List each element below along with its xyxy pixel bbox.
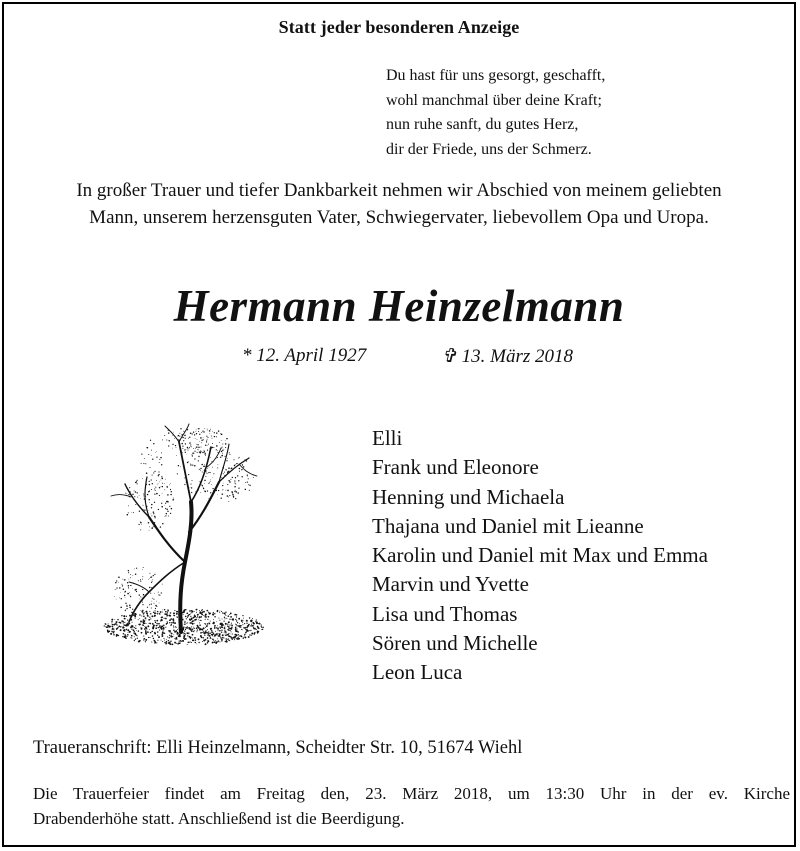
obituary-notice [2, 2, 796, 847]
mourner-name: Sören und Michelle [372, 631, 538, 656]
ceremony-line: Drabenderhöhe statt. Anschließend ist die Beerdigung. [33, 809, 405, 828]
tree-trunk [111, 424, 257, 632]
mourning-address: Traueranschrift: Elli Heinzelmann, Scheidter Str. 10, 51674 Wiehl [33, 738, 523, 758]
birth-date: * 12. April 1927 [242, 345, 367, 366]
tree-illustration [89, 422, 294, 652]
ceremony-line: Die Trauerfeier findet am Freitag den, 23. März 2018, um 13:30 Uhr in der ev. Kirche [33, 784, 790, 803]
mourner-name: Thajana und Daniel mit Lieanne [372, 513, 644, 538]
intro-line: Mann, unserem herzensguten Vater, Schwiegervater, liebevollem Opa und Uropa. [89, 207, 709, 228]
intro-text [4, 177, 794, 231]
mourner-name: Lisa und Thomas [372, 601, 518, 626]
mourner-name: Frank und Eleonore [372, 455, 539, 480]
mourner-name: Elli [372, 426, 403, 450]
intro-line: In großer Trauer und tiefer Dankbarkeit nehmen wir Abschied von meinem geliebten [76, 180, 722, 201]
ceremony-info [33, 781, 790, 831]
mourner-name: Karolin und Daniel mit Max und Emma [372, 543, 708, 568]
ground-stipple [104, 609, 264, 646]
poem-line: wohl manchmal über deine Kraft; [386, 91, 602, 109]
mourners-list [372, 424, 708, 688]
poem [386, 64, 605, 162]
poem-line: nun ruhe sanft, du gutes Herz, [386, 116, 579, 133]
poem-line: dir der Friede, uns der Schmerz. [386, 140, 592, 158]
poem-line: Du hast für uns gesorgt, geschafft, [386, 67, 606, 84]
foliage-stipple [114, 428, 253, 616]
mourner-name: Leon Luca [372, 660, 463, 685]
mourner-name: Henning und Michaela [372, 484, 565, 509]
deceased-name: Hermann Heinzelmann [173, 281, 625, 331]
death-date: ✞ 13. März 2018 [441, 346, 574, 367]
mourner-name: Marvin und Yvette [372, 572, 529, 597]
notice-heading: Statt jeder besonderen Anzeige [278, 17, 520, 37]
